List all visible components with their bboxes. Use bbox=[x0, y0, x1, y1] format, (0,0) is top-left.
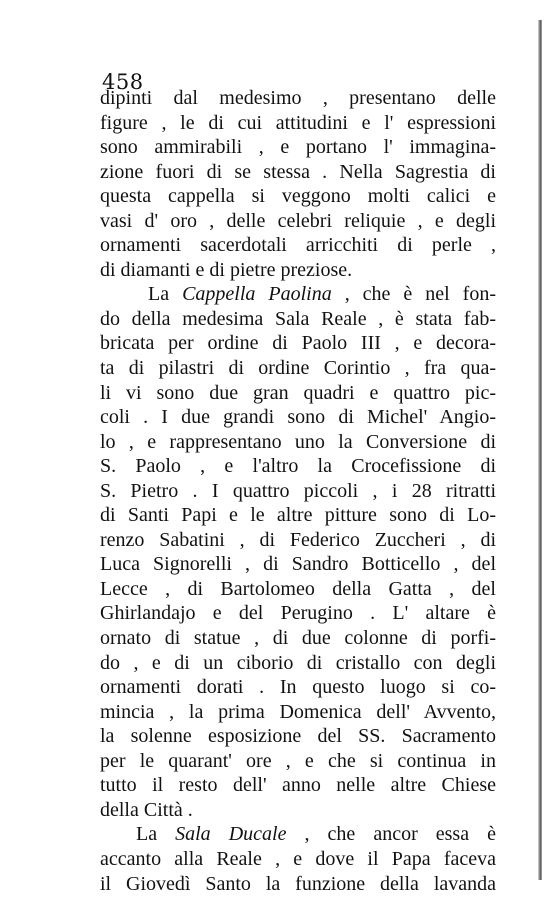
text-line bbox=[100, 847, 496, 872]
text-run: S. Paolo , e l'altro la Crocefissione di bbox=[100, 455, 496, 478]
text-run: , che ancor essa è bbox=[286, 823, 496, 846]
text-run: per le quarant' ore , e che si continua in bbox=[100, 749, 496, 772]
text-line bbox=[100, 209, 496, 234]
text-run: ornamenti dorati . In questo luogo si co- bbox=[100, 676, 496, 699]
text-line bbox=[100, 503, 496, 528]
text-line bbox=[100, 552, 496, 577]
text-line bbox=[100, 184, 496, 209]
text-line bbox=[100, 111, 496, 136]
text-line bbox=[100, 479, 496, 504]
text-run: La bbox=[136, 823, 176, 846]
text-run: della Città . bbox=[100, 798, 193, 821]
text-line bbox=[100, 454, 496, 479]
text-line bbox=[100, 724, 496, 749]
text-run: zione fuori di se stessa . Nella Sagrestia di bbox=[100, 160, 496, 183]
text-run: do , e di un ciborio di cristallo con degli bbox=[100, 651, 496, 674]
text-run: S. Pietro . I quattro piccoli , i 28 ritratti bbox=[100, 479, 496, 502]
text-run: questa cappella si veggono molti calici e bbox=[100, 185, 496, 208]
text-line bbox=[100, 749, 496, 774]
text-run: tutto il resto dell' anno nelle altre Chiese bbox=[100, 774, 496, 797]
text-run: do della medesima Sala Reale , è stata fab- bbox=[100, 307, 496, 330]
page-number: 458 bbox=[102, 70, 144, 94]
text-run: vasi d' oro , delle celebri reliquie , e degli bbox=[100, 209, 496, 232]
text-run: di Santi Papi e le altre pitture sono di Lo- bbox=[100, 504, 496, 527]
text-run: Lecce , di Bartolomeo della Gatta , del bbox=[100, 577, 496, 600]
body-text bbox=[100, 86, 496, 896]
text-line bbox=[100, 798, 496, 823]
text-line bbox=[100, 626, 496, 651]
text-line bbox=[100, 872, 496, 897]
text-run: sono ammirabili , e portano l' immagina- bbox=[100, 136, 496, 159]
text-line bbox=[100, 86, 496, 111]
text-run: lo , e rappresentano uno la Conversione di bbox=[100, 430, 496, 453]
text-run: di diamanti e di pietre preziose. bbox=[100, 258, 353, 281]
text-run: ornato di statue , di due colonne di porfi- bbox=[100, 627, 496, 650]
text-line bbox=[100, 773, 496, 798]
text-line bbox=[100, 160, 496, 185]
text-run: li vi sono due gran quadri e quattro pic- bbox=[100, 381, 496, 404]
text-line bbox=[100, 356, 496, 381]
text-run: dipinti dal medesimo , presentano delle bbox=[100, 87, 496, 109]
text-line bbox=[100, 282, 496, 307]
text-line bbox=[100, 577, 496, 602]
text-run: bricata per ordine di Paolo III , e decora- bbox=[100, 332, 496, 355]
text-line bbox=[100, 430, 496, 455]
text-line bbox=[100, 651, 496, 676]
italic-term: Sala Ducale bbox=[175, 823, 287, 846]
text-run: mincia , la prima Domenica dell' Avvento, bbox=[100, 700, 496, 723]
text-run: accanto alla Reale , e dove il Papa faceva bbox=[100, 847, 496, 870]
text-line bbox=[100, 700, 496, 725]
text-line bbox=[100, 307, 496, 332]
text-line bbox=[100, 601, 496, 626]
text-line bbox=[100, 675, 496, 700]
text-line bbox=[100, 528, 496, 553]
text-line bbox=[100, 135, 496, 160]
text-run: ta di pilastri di ordine Corintio , fra qua- bbox=[100, 357, 496, 380]
text-line bbox=[100, 381, 496, 406]
text-line bbox=[100, 258, 496, 283]
italic-term: Cappella Paolina bbox=[182, 283, 332, 306]
text-line bbox=[100, 233, 496, 258]
text-run: figure , le di cui attitudini e l' espressioni bbox=[100, 111, 496, 134]
text-line bbox=[100, 822, 496, 847]
text-run: Ghirlandajo e del Perugino . L' altare è bbox=[100, 602, 496, 625]
text-line bbox=[100, 331, 496, 356]
text-run: , che è nel fon- bbox=[331, 283, 496, 306]
text-run: ornamenti sacerdotali arricchiti di perle , bbox=[100, 234, 496, 257]
text-line bbox=[100, 405, 496, 430]
text-run: il Giovedì Santo la funzione della lavanda bbox=[100, 872, 496, 895]
text-run: La bbox=[148, 283, 183, 306]
text-run: la solenne esposizione del SS. Sacramento bbox=[100, 725, 496, 748]
text-run: coli . I due grandi sono di Michel' Angio- bbox=[100, 406, 496, 429]
text-run: renzo Sabatini , di Federico Zuccheri , di bbox=[100, 528, 496, 551]
text-run: Luca Signorelli , di Sandro Botticello , del bbox=[100, 553, 496, 576]
page-edge-shadow bbox=[538, 20, 542, 880]
